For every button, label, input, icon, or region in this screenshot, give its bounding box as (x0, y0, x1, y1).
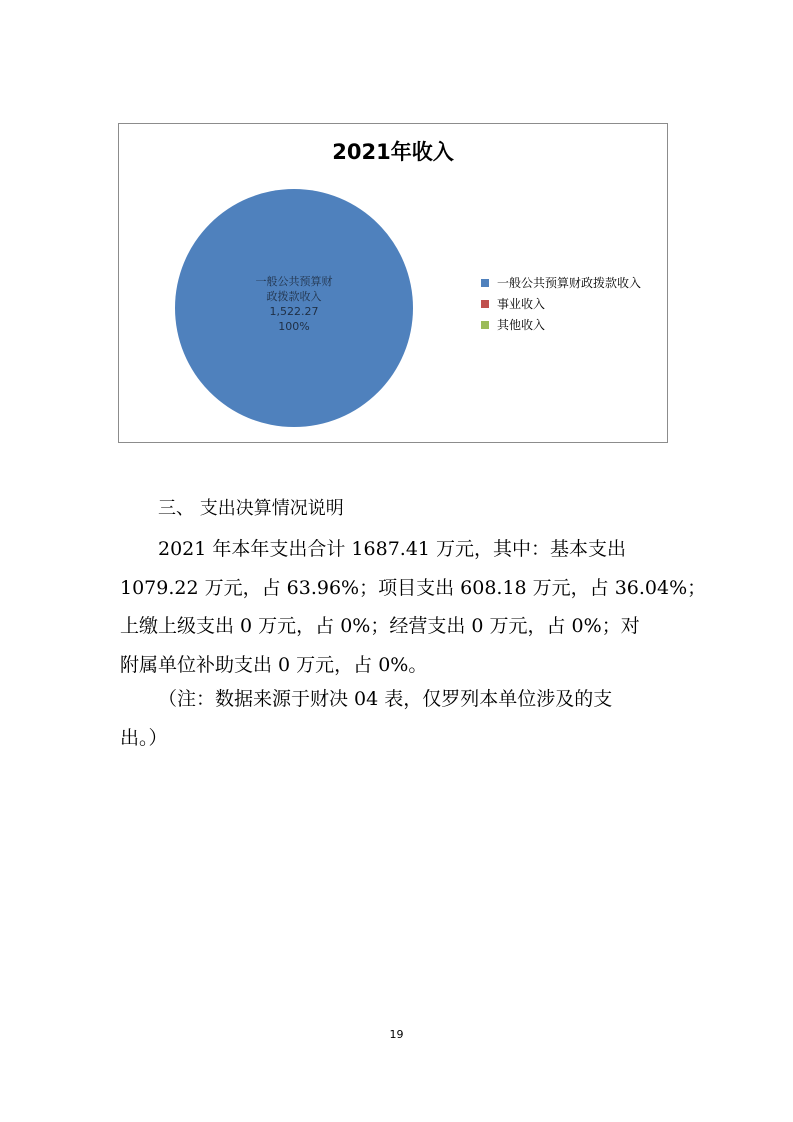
legend-label: 事业收入 (497, 297, 546, 311)
paragraph-line: 上缴上级支出 0 万元，占 0%；经营支出 0 万元，占 0%；对 (120, 615, 640, 637)
data-label-line2: 政拨款收入 (266, 290, 322, 303)
paragraph-line: 附属单位补助支出 0 万元，占 0%。 (120, 653, 428, 676)
legend-label: 一般公共预算财政拨款收入 (497, 276, 642, 290)
data-label-value: 1,522.27 (269, 305, 319, 318)
income-chart (118, 123, 668, 443)
section-heading: 三、 支出决算情况说明 (158, 498, 344, 519)
legend-item-1 (481, 293, 641, 314)
data-label-line1: 一般公共预算财 (255, 275, 333, 288)
legend-item-0 (481, 272, 641, 293)
paragraph-line: （注：数据来源于财决 04 表，仅罗列本单位涉及的支 (158, 688, 613, 710)
pie-data-label (244, 274, 344, 334)
page-number: 19 (389, 1028, 404, 1041)
legend-swatch (481, 300, 489, 308)
chart-legend (481, 272, 641, 335)
legend-item-2 (481, 314, 641, 335)
legend-swatch (481, 321, 489, 329)
paragraph-line: 出。） (120, 726, 168, 749)
paragraph-line: 2021 年本年支出合计 1687.41 万元，其中：基本支出 (158, 538, 627, 560)
paragraph-line: 1079.22 万元，占 63.96%；项目支出 608.18 万元，占 36.04%； (120, 576, 707, 599)
chart-title: 2021年收入 (332, 140, 454, 164)
data-label-percent: 100% (278, 320, 310, 333)
legend-label: 其他收入 (497, 318, 546, 332)
legend-swatch (481, 279, 489, 287)
expenditure-paragraph (120, 530, 707, 684)
note-paragraph (120, 680, 673, 757)
